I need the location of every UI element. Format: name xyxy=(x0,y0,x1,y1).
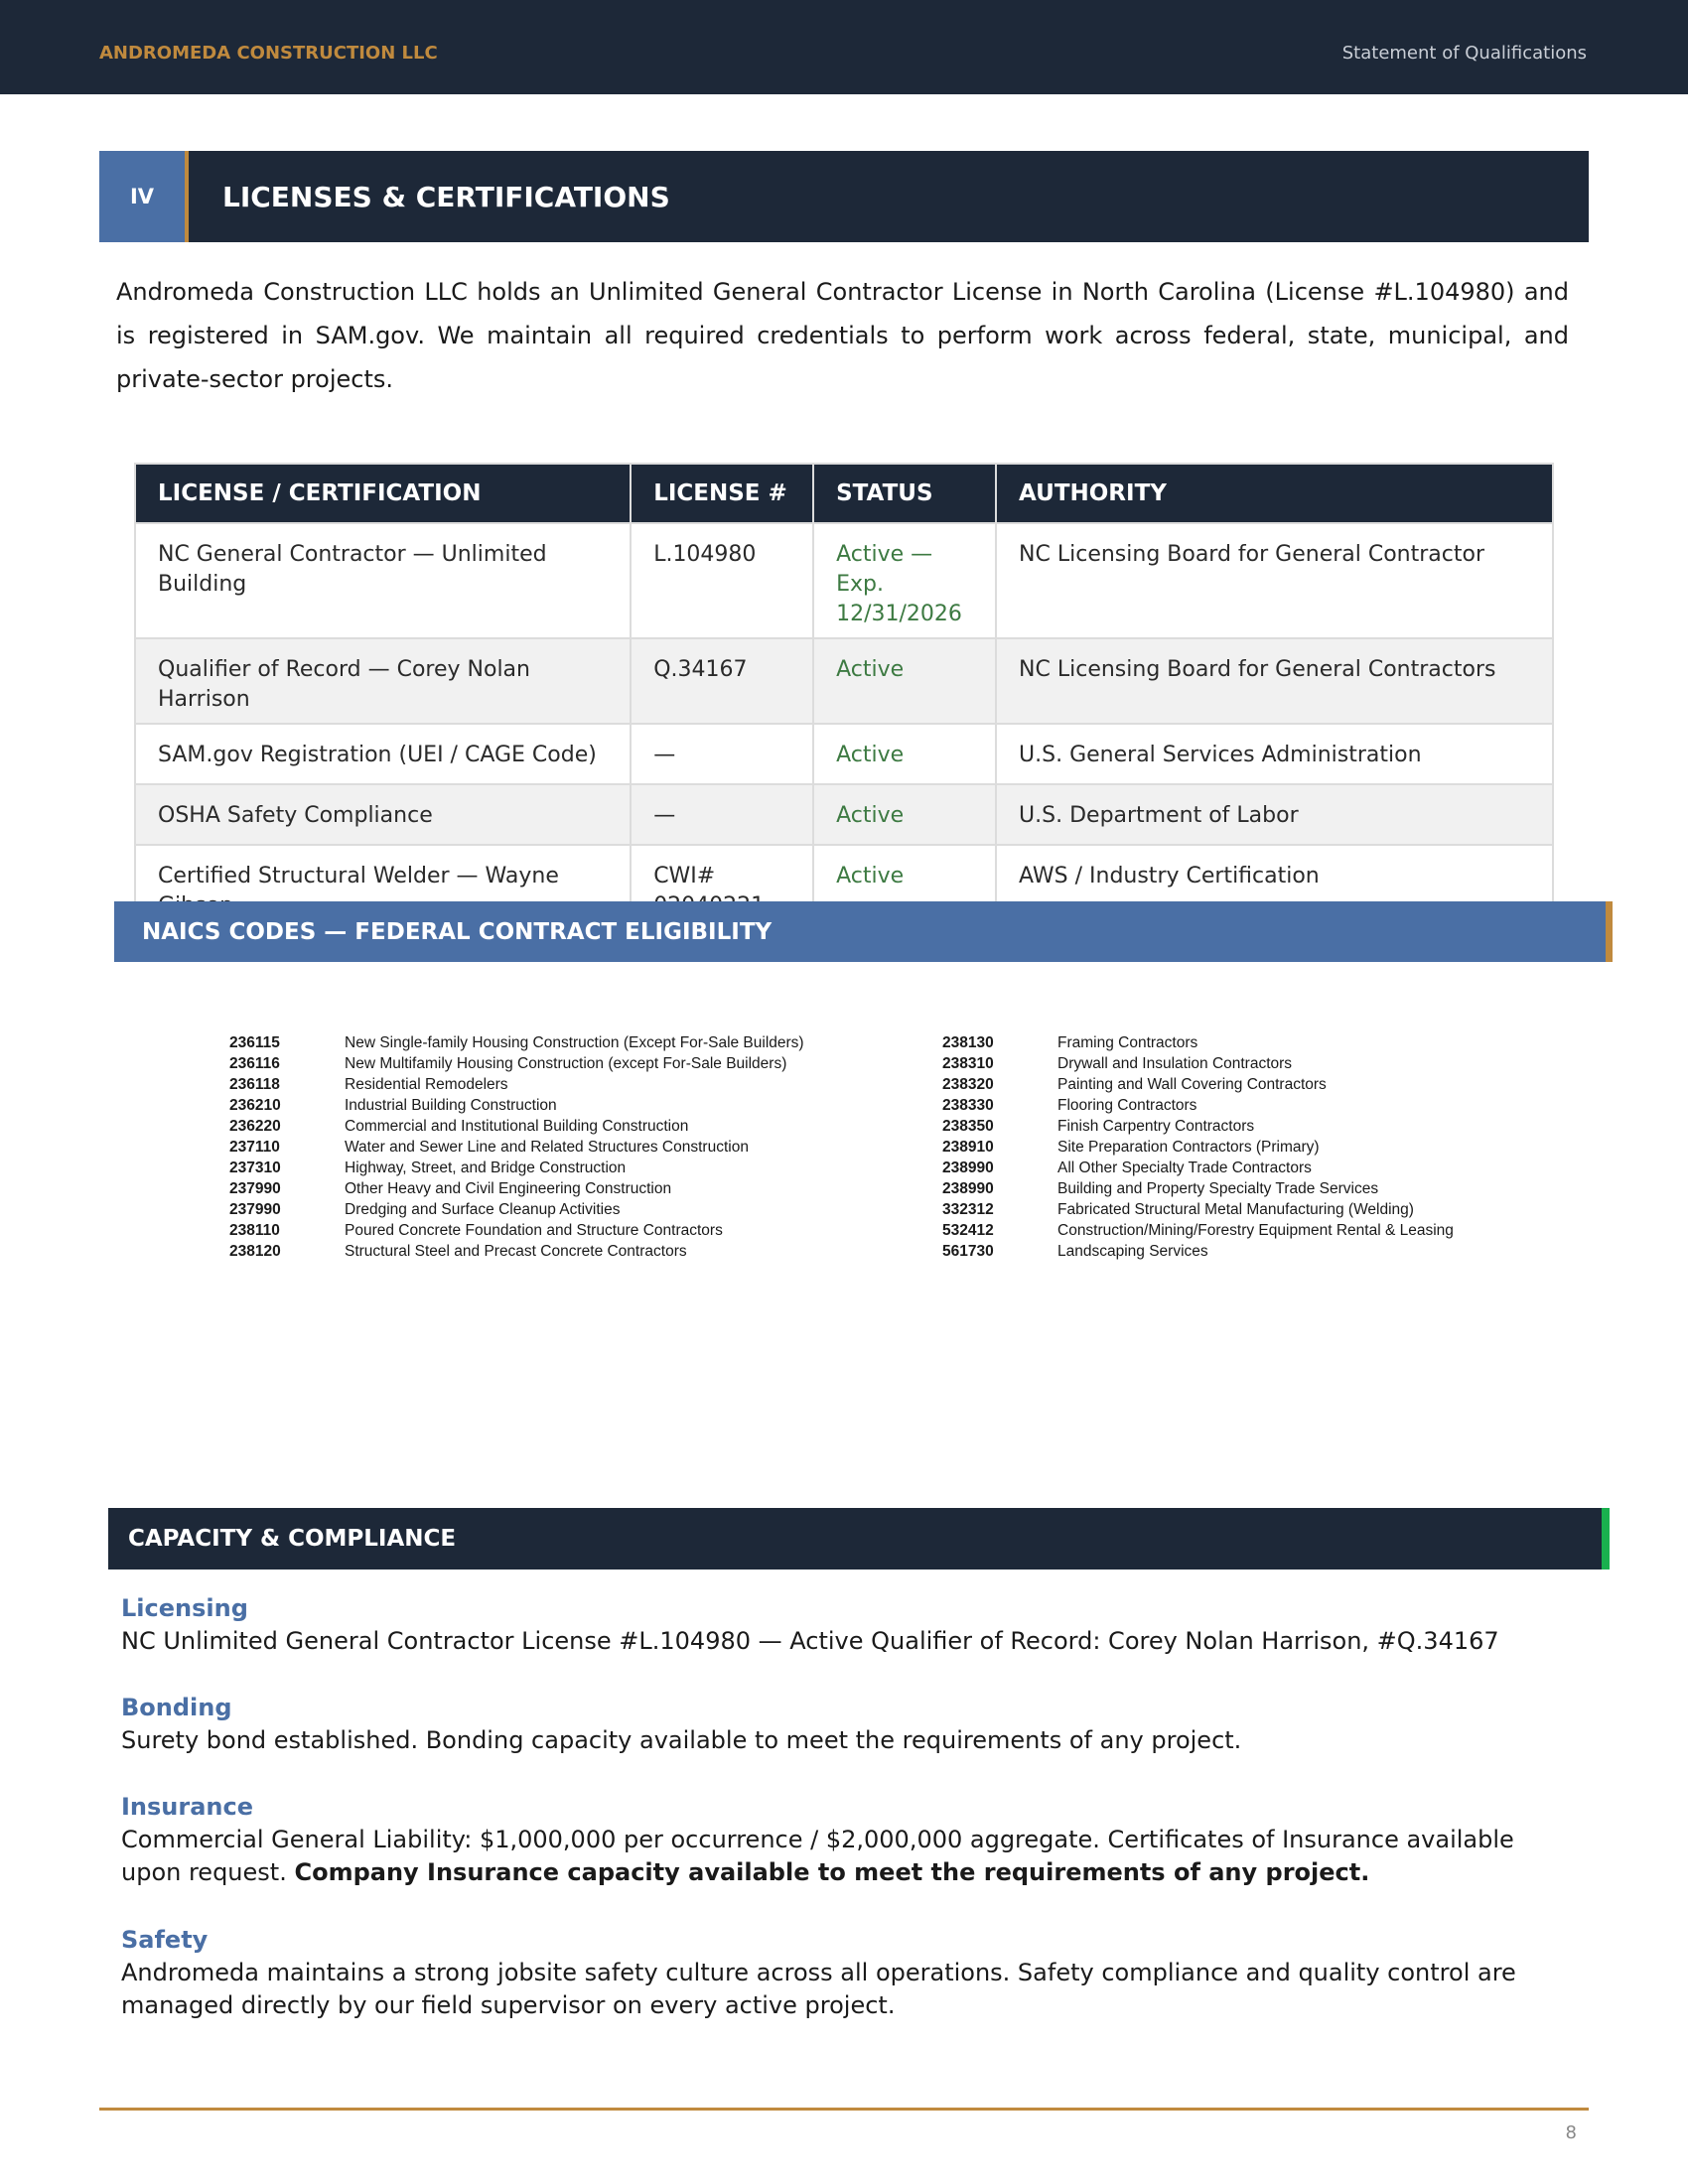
naics-row xyxy=(942,1241,1558,1262)
naics-code: 238910 xyxy=(942,1139,994,1156)
licensing-heading: Licensing xyxy=(121,1594,248,1622)
naics-description: Finish Carpentry Contractors xyxy=(1057,1118,1255,1135)
bonding-heading: Bonding xyxy=(121,1694,232,1721)
naics-description: Building and Property Specialty Trade Services xyxy=(1057,1180,1379,1197)
table-row xyxy=(135,523,1553,638)
safety-block xyxy=(121,1924,1571,2022)
table-row xyxy=(135,784,1553,845)
naics-description: Poured Concrete Foundation and Structure Contractors xyxy=(345,1222,723,1239)
license-authority-cell: AWS / Industry Certification xyxy=(996,845,1553,930)
safety-heading: Safety xyxy=(121,1926,209,1954)
license-name-cell: Certified Structural Welder — Wayne xyxy=(135,845,631,930)
naics-section-title: NAICS CODES — FEDERAL CONTRACT ELIGIBILITY xyxy=(142,919,773,945)
section-header xyxy=(99,151,1589,242)
naics-row xyxy=(942,1220,1558,1241)
column-header: LICENSE # xyxy=(631,464,813,523)
license-authority-cell: NC Licensing Board for General Contractor xyxy=(996,523,1553,638)
license-number-cell: L.104980 xyxy=(631,523,813,638)
insurance-block xyxy=(121,1791,1571,1889)
naics-row xyxy=(942,1032,1558,1053)
safety-text: Andromeda maintains a strong jobsite safety culture across all operations. Safety compliance and quality control are managed directly by our field supervisor on every active project. xyxy=(121,1959,1516,2019)
footer-divider xyxy=(99,2108,1589,2111)
naics-description: Drywall and Insulation Contractors xyxy=(1057,1055,1293,1072)
license-status-cell: Active xyxy=(813,784,996,845)
naics-section-header xyxy=(114,901,1613,962)
page-number: 8 xyxy=(1565,2122,1577,2143)
naics-description: Painting and Wall Covering Contractors xyxy=(1057,1076,1327,1093)
license-number-cell: Q.34167 xyxy=(631,638,813,724)
naics-code: 237110 xyxy=(229,1139,280,1156)
table-header-row xyxy=(135,464,1553,523)
license-name-cell: Qualifier of Record — Corey Nolan Harrison xyxy=(135,638,631,724)
naics-row xyxy=(942,1095,1558,1116)
capacity-section-header xyxy=(108,1508,1610,1570)
naics-description: Dredging and Surface Cleanup Activities xyxy=(345,1201,621,1218)
section-title: LICENSES & CERTIFICATIONS xyxy=(222,181,670,213)
naics-row xyxy=(229,1178,845,1199)
naics-description: Framing Contractors xyxy=(1057,1034,1198,1051)
naics-description: Other Heavy and Civil Engineering Construction xyxy=(345,1180,672,1197)
naics-description: Industrial Building Construction xyxy=(345,1097,557,1114)
naics-row xyxy=(942,1074,1558,1095)
naics-description: Residential Remodelers xyxy=(345,1076,508,1093)
document-title: Statement of Qualifications xyxy=(1341,43,1587,64)
naics-code: 332312 xyxy=(942,1201,994,1218)
naics-code: 238990 xyxy=(942,1180,994,1197)
naics-row xyxy=(942,1158,1558,1178)
insurance-text: Commercial General Liability: $1,000,000 per occurrence / $2,000,000 aggregate. Certificates of Insurance available upon request. xyxy=(121,1826,1514,1886)
license-status-cell: Active xyxy=(813,845,996,930)
naics-code: 236210 xyxy=(229,1097,281,1114)
naics-code: 238330 xyxy=(942,1097,994,1114)
license-number-cell: — xyxy=(631,724,813,784)
naics-row xyxy=(229,1241,845,1262)
naics-row xyxy=(942,1137,1558,1158)
naics-row xyxy=(942,1053,1558,1074)
naics-description: New Single-family Housing Construction (Except For-Sale Builders) xyxy=(345,1034,804,1051)
naics-description: Fabricated Structural Metal Manufacturing (Welding) xyxy=(1057,1201,1414,1218)
license-authority-cell: U.S. Department of Labor xyxy=(996,784,1553,845)
naics-code: 236115 xyxy=(229,1034,280,1051)
naics-description: All Other Specialty Trade Contractors xyxy=(1057,1160,1312,1176)
table-row xyxy=(135,724,1553,784)
naics-row xyxy=(229,1220,845,1241)
naics-code: 237990 xyxy=(229,1180,281,1197)
naics-code: 238120 xyxy=(229,1243,281,1260)
capacity-section-title: CAPACITY & COMPLIANCE xyxy=(128,1526,457,1552)
naics-description: Construction/Mining/Forestry Equipment Rental & Leasing xyxy=(1057,1222,1454,1239)
license-authority-cell: NC Licensing Board for General Contractors xyxy=(996,638,1553,724)
naics-code: 237310 xyxy=(229,1160,281,1176)
naics-description: Commercial and Institutional Building Construction xyxy=(345,1118,689,1135)
naics-code: 561730 xyxy=(942,1243,994,1260)
license-name-cell: NC General Contractor — Unlimited Building xyxy=(135,523,631,638)
column-header: LICENSE / CERTIFICATION xyxy=(135,464,631,523)
naics-row xyxy=(942,1116,1558,1137)
naics-code: 532412 xyxy=(942,1222,994,1239)
license-status-cell: Active — Exp. 12/31/2026 xyxy=(813,523,996,638)
naics-code: 236118 xyxy=(229,1076,280,1093)
naics-code: 238320 xyxy=(942,1076,994,1093)
insurance-bold-text: Company Insurance capacity available to meet the requirements of any project. xyxy=(294,1858,1370,1886)
naics-description: Flooring Contractors xyxy=(1057,1097,1197,1114)
insurance-heading: Insurance xyxy=(121,1793,254,1821)
naics-row xyxy=(229,1074,845,1095)
naics-code: 238130 xyxy=(942,1034,994,1051)
column-header: AUTHORITY xyxy=(996,464,1553,523)
license-authority-cell: U.S. General Services Administration xyxy=(996,724,1553,784)
naics-description: New Multifamily Housing Construction (except For-Sale Builders) xyxy=(345,1055,787,1072)
naics-row xyxy=(229,1199,845,1220)
naics-code: 238110 xyxy=(229,1222,280,1239)
table-row xyxy=(135,638,1553,724)
naics-row xyxy=(229,1095,845,1116)
section-number: IV xyxy=(99,151,189,242)
column-header: STATUS xyxy=(813,464,996,523)
license-name-cell: OSHA Safety Compliance xyxy=(135,784,631,845)
naics-description: Water and Sewer Line and Related Structures Construction xyxy=(345,1139,749,1156)
naics-code: 236220 xyxy=(229,1118,281,1135)
naics-list-left xyxy=(229,1032,845,1262)
license-table xyxy=(134,463,1554,931)
license-status-cell: Active xyxy=(813,724,996,784)
licensing-text: NC Unlimited General Contractor License #L.104980 — Active Qualifier of Record: Corey Nolan Harrison, #Q.34167 xyxy=(121,1627,1499,1655)
naics-code: 238350 xyxy=(942,1118,994,1135)
bonding-text: Surety bond established. Bonding capacity available to meet the requirements of any project. xyxy=(121,1726,1242,1754)
page-header xyxy=(0,0,1688,94)
naics-row xyxy=(229,1158,845,1178)
naics-code: 238310 xyxy=(942,1055,994,1072)
company-name: ANDROMEDA CONSTRUCTION LLC xyxy=(99,43,438,64)
naics-description: Landscaping Services xyxy=(1057,1243,1208,1260)
naics-code: 238990 xyxy=(942,1160,994,1176)
naics-description: Highway, Street, and Bridge Construction xyxy=(345,1160,627,1176)
naics-list-right xyxy=(942,1032,1558,1262)
license-status-cell: Active xyxy=(813,638,996,724)
naics-row xyxy=(942,1199,1558,1220)
naics-description: Structural Steel and Precast Concrete Contractors xyxy=(345,1243,687,1260)
naics-row xyxy=(229,1116,845,1137)
license-name-cell: SAM.gov Registration (UEI / CAGE Code) xyxy=(135,724,631,784)
license-number-cell: — xyxy=(631,784,813,845)
naics-code: 236116 xyxy=(229,1055,280,1072)
naics-description: Site Preparation Contractors (Primary) xyxy=(1057,1139,1320,1156)
naics-row xyxy=(229,1032,845,1053)
naics-code: 237990 xyxy=(229,1201,281,1218)
bonding-block xyxy=(121,1692,1571,1757)
naics-row xyxy=(229,1137,845,1158)
licensing-block xyxy=(121,1592,1571,1658)
license-number-cell: CWI# xyxy=(631,845,813,930)
naics-row xyxy=(229,1053,845,1074)
insurance-text-wrapper xyxy=(121,1824,1571,1889)
intro-paragraph: Andromeda Construction LLC holds an Unlimited General Contractor License in North Carolina (License #L.104980) and is registered in SAM.gov. We maintain all required credentials to perform work across federal, state, municipal, and private-sector projects. xyxy=(116,278,1569,393)
naics-row xyxy=(942,1178,1558,1199)
